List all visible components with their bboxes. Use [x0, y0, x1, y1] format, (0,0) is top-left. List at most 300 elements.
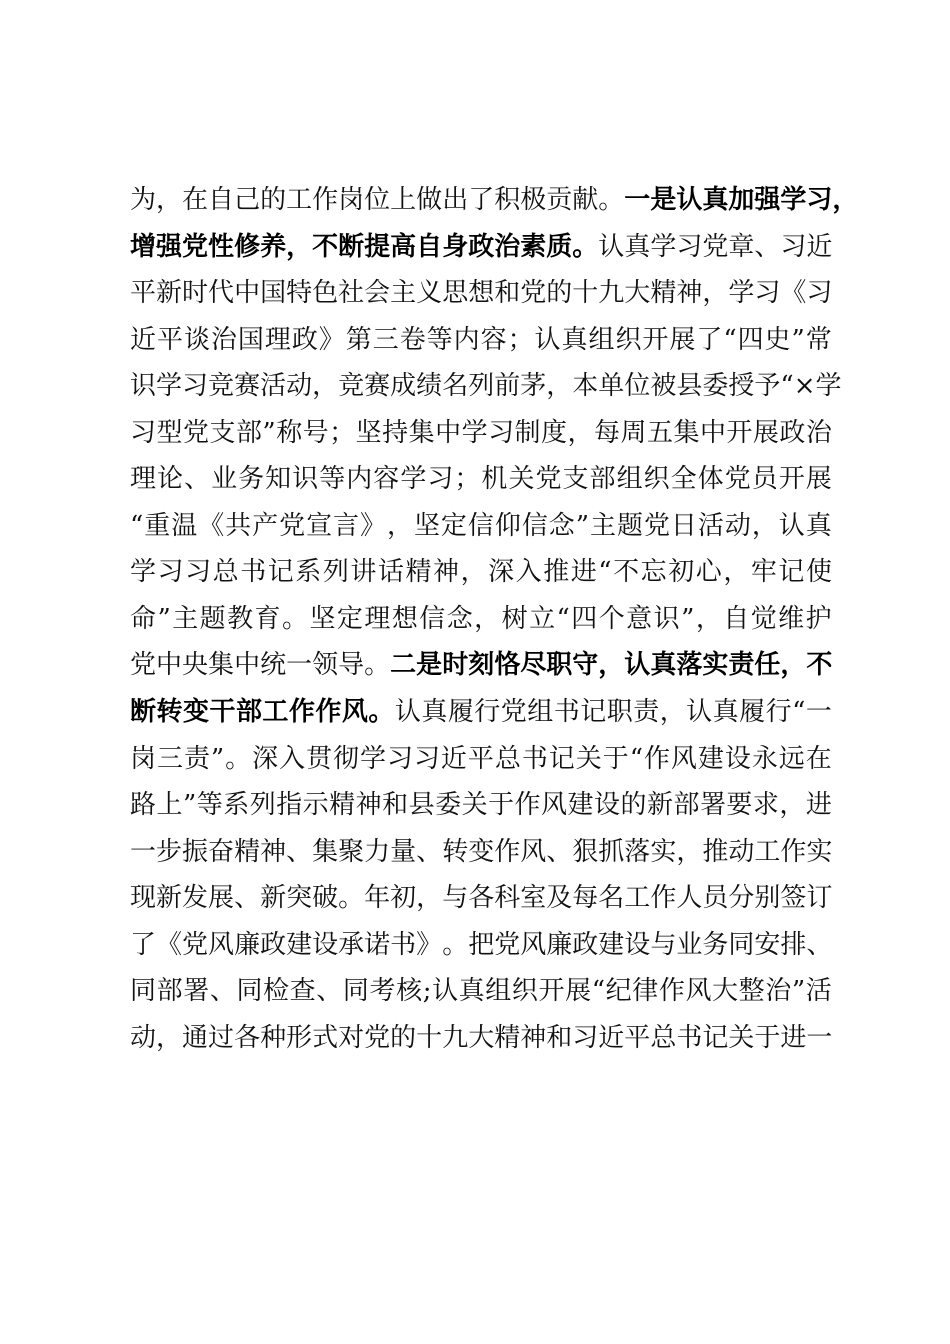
text-char: 书	[676, 1022, 703, 1053]
text-char: 织	[511, 976, 538, 1007]
text-char: 论	[157, 464, 184, 495]
text-char: 护	[805, 603, 832, 634]
text-char: 习	[488, 417, 515, 448]
text-char: 出	[442, 185, 469, 215]
text-char: 习	[130, 417, 157, 448]
text-char: 每	[572, 883, 599, 914]
bold-text-char: 作	[288, 697, 315, 728]
text-char: 治	[210, 324, 237, 355]
text-char: 作	[650, 883, 677, 914]
text-char: 牢	[750, 557, 777, 588]
bold-text-char: 学	[780, 185, 807, 215]
text-char: 位	[364, 185, 391, 215]
text-char: 中	[234, 650, 261, 681]
bold-text-char: ，	[598, 650, 625, 681]
text-char: 集	[408, 417, 435, 448]
text-char: ”	[575, 510, 590, 541]
text-char: 律	[632, 976, 659, 1007]
text-char: 领	[312, 650, 339, 681]
text-char: 委	[702, 371, 729, 402]
text-char: 神	[676, 278, 703, 309]
text-char: ；	[329, 417, 356, 448]
text-char: 绩	[416, 371, 443, 402]
text-char: 现	[130, 883, 157, 914]
text-char: 集	[208, 650, 235, 681]
text-char: 式	[312, 1022, 339, 1053]
text-char: 十	[572, 278, 599, 309]
bold-text-char: 守	[572, 650, 599, 681]
text-char: 、	[234, 883, 261, 914]
text-char: 学	[130, 557, 157, 588]
text-char: 己	[234, 185, 261, 215]
text-char: 开	[538, 976, 565, 1007]
text-char: 员	[751, 464, 778, 495]
text-char: 行	[474, 697, 501, 728]
text-char: 树	[501, 603, 528, 634]
text-char: 书	[390, 929, 417, 960]
text-char: 县	[676, 371, 703, 402]
text-char: 突	[286, 883, 313, 914]
text-char: 政	[779, 417, 806, 448]
text-char: 想	[468, 278, 495, 309]
text-char: ”	[182, 790, 197, 821]
text-char: ，	[386, 510, 413, 541]
text-char: 积	[494, 185, 521, 215]
text-char: 党	[364, 1022, 391, 1053]
text-line	[130, 369, 842, 403]
text-char: 组	[588, 324, 615, 355]
text-char: 习	[427, 464, 454, 495]
text-char: 名	[598, 883, 625, 914]
text-char: 指	[276, 790, 303, 821]
text-char: 动	[130, 1022, 157, 1053]
text-char: 命	[130, 603, 157, 634]
text-char: 设	[724, 743, 751, 774]
text-char: 成	[390, 371, 417, 402]
text-char: 认	[534, 324, 561, 355]
text-char: 的	[546, 278, 573, 309]
text-char: 治	[805, 417, 832, 448]
text-char: 列	[322, 557, 349, 588]
text-char: 了	[696, 324, 723, 355]
text-char: 动	[286, 371, 313, 402]
text-char: 业	[676, 929, 703, 960]
text-char: 义	[416, 278, 443, 309]
text-char: 九	[598, 278, 625, 309]
text-char: 忘	[640, 557, 667, 588]
text-char: 工	[754, 836, 781, 867]
text-char: 了	[130, 929, 157, 960]
text-char: 号	[302, 417, 329, 448]
text-char: 精	[405, 557, 432, 588]
text-line	[130, 974, 832, 1008]
text-char: 党	[702, 231, 729, 262]
text-char: ；	[454, 464, 481, 495]
text-char: 言	[333, 510, 360, 541]
text-char: 系	[295, 557, 322, 588]
bold-text-char: 党	[182, 231, 209, 262]
text-char: 建	[286, 929, 313, 960]
text-char: 持	[382, 417, 409, 448]
text-char: 行	[765, 697, 792, 728]
text-line	[130, 881, 832, 915]
text-char: 履	[447, 697, 474, 728]
text-char: 想	[391, 603, 418, 634]
text-char: 及	[546, 883, 573, 914]
text-char: 精	[650, 278, 677, 309]
text-char: 认	[686, 697, 713, 728]
text-char: 社	[338, 278, 365, 309]
text-char: 初	[668, 557, 695, 588]
text-char: 力	[364, 836, 391, 867]
text-char: 《	[780, 278, 807, 309]
text-char: 本	[572, 371, 599, 402]
text-char: 四	[571, 603, 598, 634]
text-char: 入	[279, 743, 306, 774]
text-char: 识	[653, 603, 680, 634]
text-char: 通	[182, 1022, 209, 1053]
text-char: 安	[754, 929, 781, 960]
text-char: 全	[670, 464, 697, 495]
text-char: 风	[208, 929, 235, 960]
text-char: 开	[726, 417, 753, 448]
text-char: 风	[685, 976, 712, 1007]
text-char: 习	[572, 1022, 599, 1053]
text-char: 习	[157, 557, 184, 588]
bold-text-char: 自	[416, 231, 443, 262]
text-char: 展	[805, 464, 832, 495]
text-char: 年	[364, 883, 391, 914]
text-char: 实	[650, 836, 677, 867]
text-char: 署	[699, 790, 726, 821]
bold-text-char: 干	[209, 697, 236, 728]
text-char: 自	[723, 603, 750, 634]
text-line	[130, 602, 832, 636]
text-char: 意	[626, 603, 653, 634]
text-char: 神	[355, 790, 382, 821]
text-char: 内	[453, 324, 480, 355]
text-char: 抓	[598, 836, 625, 867]
text-char: 永	[751, 743, 778, 774]
text-char: 。	[364, 650, 391, 681]
text-char: ”	[157, 603, 171, 634]
text-char: 真	[624, 231, 651, 262]
text-char: 总	[212, 557, 239, 588]
text-char: 于	[488, 790, 515, 821]
text-char: 第	[345, 324, 372, 355]
text-char: 建	[697, 743, 724, 774]
text-char: 理	[264, 324, 291, 355]
text-char: 精	[494, 1022, 521, 1053]
text-char: 色	[312, 278, 339, 309]
text-char: 定	[336, 603, 363, 634]
text-char: 、	[546, 836, 573, 867]
text-char: 政	[291, 324, 318, 355]
text-char: 落	[624, 836, 651, 867]
text-char: 人	[676, 883, 703, 914]
text-char: 学	[650, 231, 677, 262]
text-char: ;	[422, 976, 432, 1007]
text-char: 认	[432, 976, 459, 1007]
bold-text-char: 真	[650, 650, 677, 681]
text-char: 近	[598, 1022, 625, 1053]
text-char: 廉	[234, 929, 261, 960]
text-char: “	[556, 603, 570, 634]
text-char: 机	[481, 464, 508, 495]
text-char: ”	[791, 324, 805, 355]
text-char: 理	[130, 464, 157, 495]
text-char: 设	[624, 929, 651, 960]
bold-text-char: 风	[341, 697, 368, 728]
text-char: 党	[535, 464, 562, 495]
bold-text-char: 。	[368, 697, 395, 728]
text-char: 党	[279, 510, 306, 541]
text-char: 神	[433, 557, 460, 588]
text-char: 关	[575, 743, 602, 774]
text-char: 责	[183, 743, 210, 774]
text-char: 主	[172, 603, 199, 634]
text-line	[130, 323, 832, 357]
bold-text-char: 部	[235, 697, 262, 728]
text-char: 作	[658, 976, 685, 1007]
text-char: ；	[507, 324, 534, 355]
bold-text-char: 刻	[468, 650, 495, 681]
text-char: 习	[413, 743, 440, 774]
text-char: 一	[130, 836, 157, 867]
bold-text-char: 身	[442, 231, 469, 262]
text-char: 献	[572, 185, 599, 215]
text-char: 仰	[494, 510, 521, 541]
text-char: 系	[223, 790, 250, 821]
text-char: 聚	[338, 836, 365, 867]
text-char: 竞	[338, 371, 365, 402]
text-char: 支	[562, 464, 589, 495]
text-char: 赛	[234, 371, 261, 402]
text-char: 务	[702, 929, 729, 960]
text-char: 推	[543, 557, 570, 588]
text-char: 神	[260, 836, 287, 867]
bold-text-char: 落	[676, 650, 703, 681]
text-char: 容	[373, 464, 400, 495]
text-char: 廉	[546, 929, 573, 960]
text-char: 谈	[183, 324, 210, 355]
bold-text-char: 加	[728, 185, 755, 215]
text-char: 党	[182, 417, 209, 448]
text-char: 关	[461, 790, 488, 821]
text-char: 党	[130, 650, 157, 681]
text-char: 织	[643, 464, 670, 495]
text-char: 作	[643, 743, 670, 774]
text-char: 总	[650, 1022, 677, 1053]
text-char: 代	[208, 278, 235, 309]
text-char: 岗	[130, 743, 157, 774]
text-char: 集	[312, 836, 339, 867]
text-char: 国	[260, 278, 287, 309]
bold-text-char: 质	[546, 231, 573, 262]
text-char: 等	[319, 464, 346, 495]
text-char: ”	[681, 603, 695, 634]
text-char: 真	[458, 976, 485, 1007]
text-char: 茅	[520, 371, 547, 402]
text-char: 讲	[350, 557, 377, 588]
text-char: 平	[467, 743, 494, 774]
text-char: 题	[616, 510, 643, 541]
text-char: 彻	[333, 743, 360, 774]
text-char: 三	[372, 324, 399, 355]
text-char: 主	[590, 510, 617, 541]
text-char: ，	[751, 510, 778, 541]
text-char: 开	[778, 464, 805, 495]
text-char: “	[130, 510, 144, 541]
text-char: 推	[702, 836, 729, 867]
text-char: 产	[252, 510, 279, 541]
text-char: 列	[468, 371, 495, 402]
bold-text-char: 认	[624, 650, 651, 681]
text-char: 狠	[572, 836, 599, 867]
text-char: 《	[156, 929, 183, 960]
text-char: 作	[312, 185, 339, 215]
text-char: 部	[589, 464, 616, 495]
text-char: 展	[752, 417, 779, 448]
text-char: 记	[267, 557, 294, 588]
text-line	[130, 742, 832, 776]
text-char: 度	[541, 417, 568, 448]
text-char: 育	[254, 603, 281, 634]
text-char: 求	[752, 790, 779, 821]
text-char: 每	[594, 417, 621, 448]
text-char: 》	[318, 324, 345, 355]
text-char: 风	[541, 790, 568, 821]
text-line	[130, 416, 832, 450]
text-char: 内	[346, 464, 373, 495]
bold-text-char: 时	[442, 650, 469, 681]
text-char: 、	[286, 836, 313, 867]
text-char: 新	[260, 883, 287, 914]
text-char: 量	[390, 836, 417, 867]
text-char: 进	[805, 790, 832, 821]
text-char: 知	[265, 464, 292, 495]
text-char: 信	[521, 510, 548, 541]
text-char: ，	[312, 371, 339, 402]
text-char: 总	[494, 743, 521, 774]
text-line	[130, 183, 859, 217]
text-char: 开	[642, 324, 669, 355]
text-char: ，	[702, 278, 729, 309]
text-char: 履	[739, 697, 766, 728]
text-char: 与	[442, 883, 469, 914]
text-char: 过	[208, 1022, 235, 1053]
text-char: ，	[416, 883, 443, 914]
text-char: 认	[778, 510, 805, 541]
text-char: 五	[646, 417, 673, 448]
text-char: 作	[780, 836, 807, 867]
text-char: 进	[570, 557, 597, 588]
text-char: 集	[673, 417, 700, 448]
text-char: 活	[805, 976, 832, 1007]
text-line	[130, 1021, 832, 1055]
text-char: 分	[728, 883, 755, 914]
text-char: 路	[130, 790, 157, 821]
text-char: 各	[234, 1022, 261, 1053]
text-char: 宣	[306, 510, 333, 541]
text-char: 活	[697, 510, 724, 541]
text-char: 设	[594, 790, 621, 821]
text-char: 建	[567, 790, 594, 821]
text-char: 前	[494, 371, 521, 402]
text-char: ，	[723, 557, 750, 588]
text-char: 习	[780, 231, 807, 262]
text-char: 》	[360, 510, 387, 541]
text-line	[130, 555, 832, 589]
text-char: 新	[646, 790, 673, 821]
bold-text-char: 强	[754, 185, 781, 215]
text-char: 不	[613, 557, 640, 588]
text-char: 动	[724, 510, 751, 541]
text-char: 组	[485, 976, 512, 1007]
bold-text-char: 素	[520, 231, 547, 262]
bold-text-char: 习	[806, 185, 833, 215]
text-char: 一	[805, 697, 832, 728]
text-char: 信	[419, 603, 446, 634]
text-char: 部	[156, 976, 183, 1007]
text-char: 思	[442, 278, 469, 309]
text-line	[130, 928, 832, 962]
text-char: ，	[156, 185, 183, 215]
text-char: 重	[144, 510, 171, 541]
text-char: 组	[616, 464, 643, 495]
bold-text-char: 养	[260, 231, 287, 262]
text-char: 党	[500, 697, 527, 728]
text-char: 了	[468, 185, 495, 215]
text-char: 与	[650, 929, 677, 960]
text-char: 于	[602, 743, 629, 774]
text-char: ，	[659, 697, 686, 728]
text-char: 习	[676, 231, 703, 262]
text-char: 常	[805, 324, 832, 355]
text-char: 治	[765, 976, 792, 1007]
bold-text-char: 工	[262, 697, 289, 728]
text-char: 共	[225, 510, 252, 541]
text-char: 。	[598, 185, 625, 215]
text-char: 工	[286, 185, 313, 215]
text-char: 学	[815, 371, 842, 402]
text-line	[130, 509, 832, 543]
text-char: 记	[548, 743, 575, 774]
bold-text-char: 二	[390, 650, 417, 681]
text-char: 习	[806, 278, 833, 309]
bold-text-char: 提	[364, 231, 391, 262]
text-char: 、	[806, 929, 833, 960]
text-char: 型	[156, 417, 183, 448]
text-line	[130, 230, 832, 264]
text-char: 远	[778, 743, 805, 774]
text-char: ，	[474, 603, 501, 634]
text-char: 、	[316, 976, 343, 1007]
text-char: 、	[754, 231, 781, 262]
text-char: “	[629, 743, 643, 774]
text-char: 各	[468, 883, 495, 914]
text-char: 职	[606, 697, 633, 728]
text-char: ，	[567, 417, 594, 448]
text-char: 习	[386, 743, 413, 774]
text-char: 深	[252, 743, 279, 774]
text-char: 活	[260, 371, 287, 402]
text-char: 破	[312, 883, 339, 914]
text-char: 为	[130, 185, 157, 215]
text-char: 政	[572, 929, 599, 960]
text-char: 《	[198, 510, 225, 541]
bold-text-char: 认	[676, 185, 703, 215]
